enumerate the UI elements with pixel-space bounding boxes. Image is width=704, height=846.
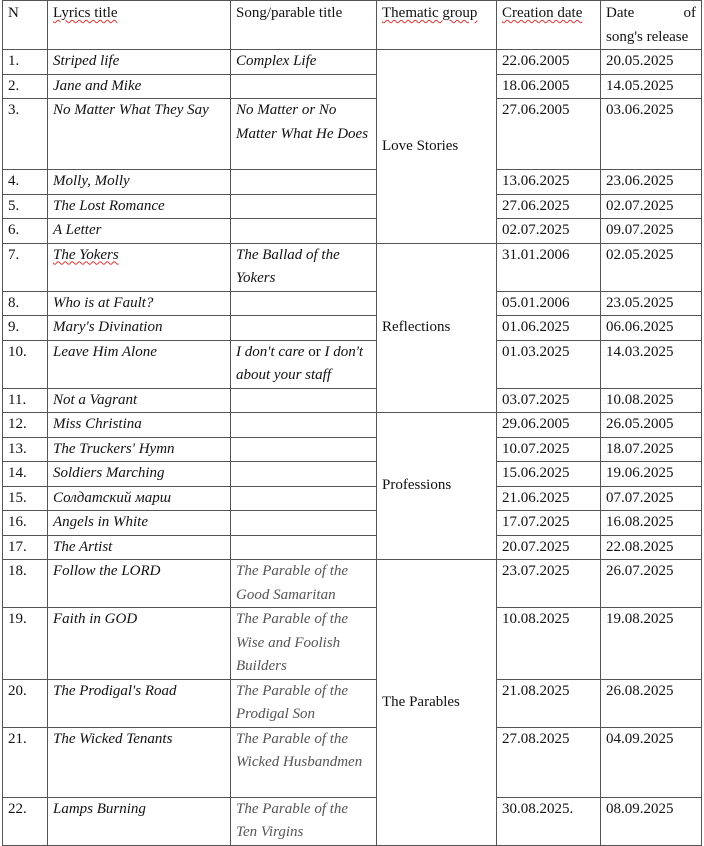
release-date: 23.06.2025 bbox=[601, 170, 702, 195]
release-date: 07.07.2025 bbox=[601, 486, 702, 511]
table-row bbox=[3, 413, 702, 438]
song-title: I don't care or I don't about your staff bbox=[231, 340, 377, 388]
song-title bbox=[231, 316, 377, 341]
lyrics-title: A Letter bbox=[48, 219, 231, 244]
song-title bbox=[231, 170, 377, 195]
table-row bbox=[3, 727, 702, 797]
lyrics-title: Солдатский марш bbox=[48, 486, 231, 511]
creation-date: 17.07.2025 bbox=[497, 511, 601, 536]
row-number: 18. bbox=[3, 560, 48, 608]
header-row bbox=[3, 1, 702, 50]
release-date: 14.05.2025 bbox=[601, 74, 702, 99]
row-number: 6. bbox=[3, 219, 48, 244]
release-date: 09.07.2025 bbox=[601, 219, 702, 244]
row-number: 1. bbox=[3, 50, 48, 75]
song-title bbox=[231, 511, 377, 536]
thematic-group-love-stories: Love Stories bbox=[377, 50, 497, 244]
lyrics-title: Leave Him Alone bbox=[48, 340, 231, 388]
creation-date: 18.06.2005 bbox=[497, 74, 601, 99]
row-number: 11. bbox=[3, 388, 48, 413]
song-title bbox=[231, 462, 377, 487]
song-title bbox=[231, 388, 377, 413]
creation-date: 03.07.2025 bbox=[497, 388, 601, 413]
release-date: 26.07.2025 bbox=[601, 560, 702, 608]
creation-date: 30.08.2025. bbox=[497, 797, 601, 845]
table-row bbox=[3, 170, 702, 195]
lyrics-title: The Lost Romance bbox=[48, 194, 231, 219]
col-header-song: Song/parable title bbox=[231, 1, 377, 50]
table-row bbox=[3, 388, 702, 413]
release-date: 16.08.2025 bbox=[601, 511, 702, 536]
table-row bbox=[3, 437, 702, 462]
thematic-group-professions: Professions bbox=[377, 413, 497, 560]
release-date: 22.08.2025 bbox=[601, 535, 702, 560]
table-row bbox=[3, 219, 702, 244]
song-title: Complex Life bbox=[231, 50, 377, 75]
table-row bbox=[3, 50, 702, 75]
row-number: 2. bbox=[3, 74, 48, 99]
row-number: 21. bbox=[3, 727, 48, 797]
creation-date: 01.06.2025 bbox=[497, 316, 601, 341]
lyrics-title: Who is at Fault? bbox=[48, 291, 231, 316]
creation-date: 23.07.2025 bbox=[497, 560, 601, 608]
row-number: 15. bbox=[3, 486, 48, 511]
creation-date: 31.01.2006 bbox=[497, 243, 601, 291]
release-date: 08.09.2025 bbox=[601, 797, 702, 845]
lyrics-title: Jane and Mike bbox=[48, 74, 231, 99]
row-number: 9. bbox=[3, 316, 48, 341]
creation-date: 02.07.2025 bbox=[497, 219, 601, 244]
release-date: 19.06.2025 bbox=[601, 462, 702, 487]
lyrics-title: The Prodigal's Road bbox=[48, 679, 231, 727]
lyrics-title: No Matter What They Say bbox=[48, 99, 231, 170]
creation-date: 27.06.2025 bbox=[497, 194, 601, 219]
row-number: 5. bbox=[3, 194, 48, 219]
song-title: The Parable of the Ten Virgins bbox=[231, 797, 377, 845]
col-header-group: Thematic group bbox=[377, 1, 497, 50]
col-header-release: Date of song's release bbox=[601, 1, 702, 50]
table-row bbox=[3, 608, 702, 680]
release-date: 04.09.2025 bbox=[601, 727, 702, 797]
table-row bbox=[3, 462, 702, 487]
release-date: 14.03.2025 bbox=[601, 340, 702, 388]
release-date: 26.05.2005 bbox=[601, 413, 702, 438]
lyrics-title: Faith in GOD bbox=[48, 608, 231, 680]
release-date: 18.07.2025 bbox=[601, 437, 702, 462]
song-title bbox=[231, 74, 377, 99]
creation-date: 27.08.2025 bbox=[497, 727, 601, 797]
table-row bbox=[3, 511, 702, 536]
thematic-group-parables: The Parables bbox=[377, 560, 497, 846]
lyrics-title: Lamps Burning bbox=[48, 797, 231, 845]
table-row bbox=[3, 291, 702, 316]
song-title: The Ballad of the Yokers bbox=[231, 243, 377, 291]
release-date: 06.06.2025 bbox=[601, 316, 702, 341]
release-date: 03.06.2025 bbox=[601, 99, 702, 170]
row-number: 17. bbox=[3, 535, 48, 560]
song-title: The Parable of the Wise and Foolish Builders bbox=[231, 608, 377, 680]
creation-date: 15.06.2025 bbox=[497, 462, 601, 487]
release-date: 02.05.2025 bbox=[601, 243, 702, 291]
table-row bbox=[3, 560, 702, 608]
lyrics-title: The Artist bbox=[48, 535, 231, 560]
song-title: The Parable of the Prodigal Son bbox=[231, 679, 377, 727]
thematic-group-reflections: Reflections bbox=[377, 243, 497, 413]
creation-date: 27.06.2005 bbox=[497, 99, 601, 170]
table-row bbox=[3, 679, 702, 727]
table-row bbox=[3, 74, 702, 99]
lyrics-title: The Truckers' Hymn bbox=[48, 437, 231, 462]
song-title bbox=[231, 486, 377, 511]
songs-table bbox=[2, 0, 702, 846]
col-header-created: Creation date bbox=[497, 1, 601, 50]
col-header-lyrics: Lyrics title bbox=[48, 1, 231, 50]
creation-date: 21.08.2025 bbox=[497, 679, 601, 727]
song-title bbox=[231, 437, 377, 462]
col-header-n: N bbox=[3, 1, 48, 50]
row-number: 3. bbox=[3, 99, 48, 170]
row-number: 8. bbox=[3, 291, 48, 316]
release-date: 20.05.2025 bbox=[601, 50, 702, 75]
table-row bbox=[3, 316, 702, 341]
row-number: 13. bbox=[3, 437, 48, 462]
table-row bbox=[3, 340, 702, 388]
creation-date: 21.06.2025 bbox=[497, 486, 601, 511]
table-row bbox=[3, 194, 702, 219]
lyrics-title: Miss Christina bbox=[48, 413, 231, 438]
row-number: 4. bbox=[3, 170, 48, 195]
row-number: 22. bbox=[3, 797, 48, 845]
creation-date: 20.07.2025 bbox=[497, 535, 601, 560]
song-title bbox=[231, 413, 377, 438]
lyrics-title: Mary's Divination bbox=[48, 316, 231, 341]
lyrics-title: The Wicked Tenants bbox=[48, 727, 231, 797]
lyrics-title: Not a Vagrant bbox=[48, 388, 231, 413]
row-number: 10. bbox=[3, 340, 48, 388]
lyrics-title: Striped life bbox=[48, 50, 231, 75]
release-date: 26.08.2025 bbox=[601, 679, 702, 727]
creation-date: 05.01.2006 bbox=[497, 291, 601, 316]
creation-date: 22.06.2005 bbox=[497, 50, 601, 75]
row-number: 14. bbox=[3, 462, 48, 487]
release-date: 19.08.2025 bbox=[601, 608, 702, 680]
row-number: 19. bbox=[3, 608, 48, 680]
table-row bbox=[3, 797, 702, 845]
release-date: 23.05.2025 bbox=[601, 291, 702, 316]
song-title: The Parable of the Wicked Husbandmen bbox=[231, 727, 377, 797]
song-title bbox=[231, 535, 377, 560]
lyrics-title: Angels in White bbox=[48, 511, 231, 536]
release-date: 10.08.2025 bbox=[601, 388, 702, 413]
song-title bbox=[231, 219, 377, 244]
table-row bbox=[3, 535, 702, 560]
table-row bbox=[3, 486, 702, 511]
song-title: No Matter or No Matter What He Does bbox=[231, 99, 377, 170]
row-number: 16. bbox=[3, 511, 48, 536]
row-number: 20. bbox=[3, 679, 48, 727]
release-date: 02.07.2025 bbox=[601, 194, 702, 219]
row-number: 7. bbox=[3, 243, 48, 291]
song-title bbox=[231, 194, 377, 219]
table-row bbox=[3, 99, 702, 170]
creation-date: 10.07.2025 bbox=[497, 437, 601, 462]
song-title: The Parable of the Good Samaritan bbox=[231, 560, 377, 608]
row-number: 12. bbox=[3, 413, 48, 438]
creation-date: 29.06.2005 bbox=[497, 413, 601, 438]
creation-date: 10.08.2025 bbox=[497, 608, 601, 680]
lyrics-title: Molly, Molly bbox=[48, 170, 231, 195]
lyrics-title: Soldiers Marching bbox=[48, 462, 231, 487]
creation-date: 13.06.2025 bbox=[497, 170, 601, 195]
creation-date: 01.03.2025 bbox=[497, 340, 601, 388]
song-title bbox=[231, 291, 377, 316]
lyrics-title: The Yokers bbox=[48, 243, 231, 291]
lyrics-title: Follow the LORD bbox=[48, 560, 231, 608]
table-row bbox=[3, 243, 702, 291]
